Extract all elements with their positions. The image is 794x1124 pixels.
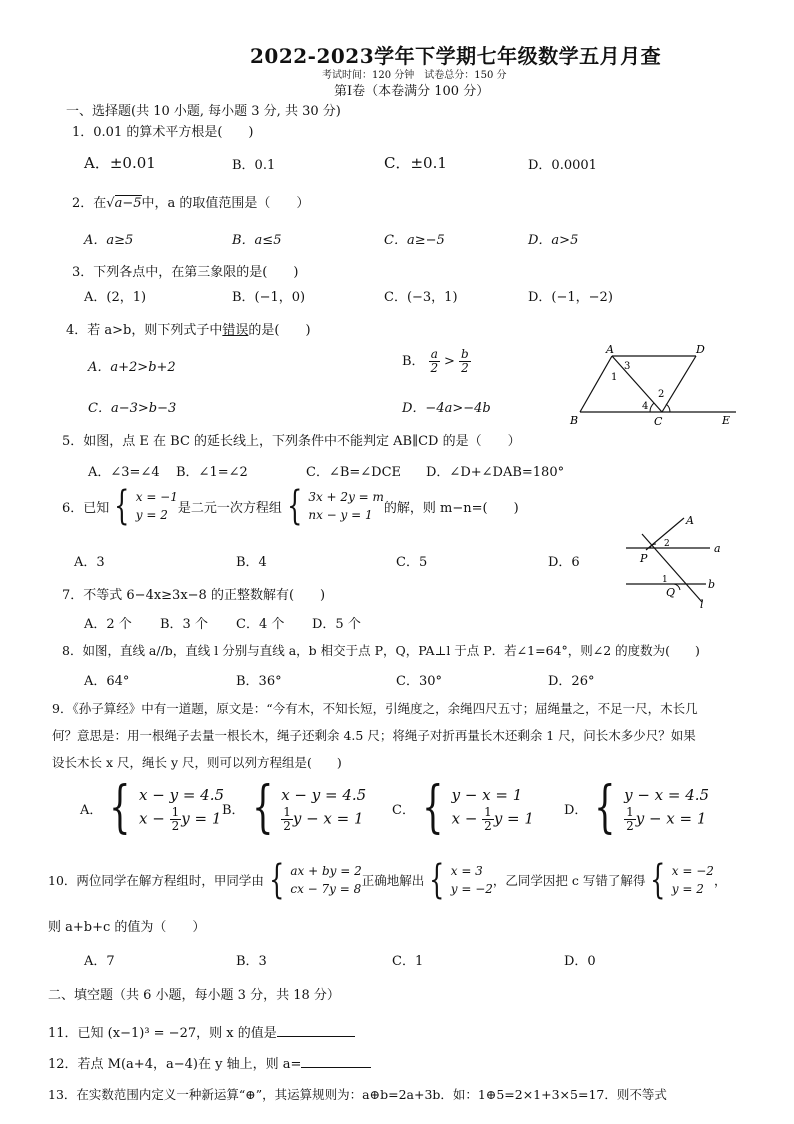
q1-option-d: D．0.0001 [528, 158, 597, 173]
q12-answer-blank[interactable] [301, 1067, 371, 1068]
equation-line-1: ax + by = 2 [290, 864, 362, 878]
equation-term: y = 1 [181, 809, 222, 828]
fraction-numerator: b [461, 347, 469, 361]
equation-line-2 [139, 806, 224, 833]
fraction-numerator: 1 [283, 805, 291, 819]
q1-stem: 1．0.01 的算术平方根是( ) [72, 125, 254, 140]
q11-stem: 11．已知 (x−1)³ = −27，则 x 的值是 [48, 1026, 277, 1041]
fraction-numerator: 1 [484, 805, 492, 819]
volume-title: 第Ⅰ卷（本卷满分 100 分） [334, 84, 490, 99]
brace-symbol: { [429, 857, 445, 903]
q8-stem: 8．如图，直线 a//b，直线 l 分别与直线 a，b 相交于点 P，Q，PA⊥l 于点 P．若∠1=64°，则∠2 的度数为( ) [62, 643, 700, 658]
equation-line-2: nx − y = 1 [308, 508, 373, 522]
q2-option-b: B．a≤5 [232, 233, 282, 248]
fraction-denominator: 2 [171, 819, 180, 833]
parallelogram-figure [566, 342, 750, 432]
fraction-denominator: 2 [283, 819, 291, 833]
point-e-label: E [722, 414, 731, 427]
q4-option-d: D．−4a>−4b [402, 401, 491, 416]
q9-line-2: 何？意思是：用一根绳子去量一根长木，绳子还剩余 4.5 尺；将绳子对折再量长木还剩余 1 尺，问长木多少尺？如果 [52, 728, 696, 743]
equation-line-1: x − y = 4.5 [281, 786, 367, 804]
q7-option-b: B．3 个 [160, 617, 208, 632]
brace-symbol: { [594, 775, 616, 840]
q9-option-d [564, 775, 710, 840]
point-c-label: C [654, 415, 663, 428]
line-a-label: a [714, 542, 721, 555]
q3-option-c: C．(−3，1) [384, 290, 458, 305]
q1-option-a: A．±0.01 [84, 154, 156, 172]
q10-stem-pre: 10．两位同学在解方程组时，甲同学由 [48, 873, 264, 888]
q6-stem-mid: 是二元一次方程组 [177, 500, 282, 516]
brace-symbol: { [650, 857, 666, 903]
q10-option-c: C．1 [392, 954, 424, 969]
q7-stem: 7．不等式 6−4x≥3x−8 的正整数解有( ) [62, 588, 326, 603]
q10-stem-end: ， [713, 873, 727, 888]
q3-stem: 3．下列各点中，在第三象限的是( ) [72, 265, 299, 280]
q9-option-a-system [102, 775, 225, 840]
equation-line-1: y − x = 4.5 [624, 786, 710, 804]
fraction-one-half [281, 806, 293, 833]
q6-stem-post: 的解，则 m−n=( ) [383, 500, 519, 516]
equation-line-2: cx − 7y = 8 [290, 882, 362, 896]
q2-option-d: D．a>5 [528, 233, 579, 248]
q9-option-c-label: C． [392, 803, 415, 818]
sqrt-symbol: √ [106, 196, 115, 211]
q4-option-b-label: B． [402, 354, 425, 369]
parallel-lines-figure [614, 510, 754, 610]
segment-ac [612, 356, 665, 412]
q10-stem-mid-1: 正确地解出 [361, 873, 425, 888]
q5-option-d: D．∠D+∠DAB=180° [426, 465, 565, 480]
point-a-label: A [606, 343, 614, 356]
point-a-label: A [686, 514, 694, 527]
q4-option-c: C．a−3>b−3 [88, 401, 177, 416]
q2-stem-pre: 2．在 [72, 196, 107, 211]
q6-option-c: C．5 [396, 555, 428, 570]
q1-option-c: C．±0.1 [384, 154, 447, 172]
section-2-heading: 二、填空题（共 6 小题，每小题 3 分，共 18 分） [48, 988, 340, 1003]
solution-line-1: x = −1 [135, 490, 178, 504]
exam-info: 考试时间：120 分钟 试卷总分：150 分 [322, 70, 507, 81]
brace-symbol: { [114, 483, 130, 529]
greater-than-sign: > [444, 354, 455, 369]
q7-option-d: D．5 个 [312, 617, 361, 632]
q9-line-1: 9．《孙子算经》中有一道题，原文是：“今有木，不知长短，引绳度之，余绳四尺五寸；屈绳量之，不足一尺，木长几 [52, 701, 698, 716]
q5-stem: 5．如图，点 E 在 BC 的延长线上，下列条件中不能判定 AB∥CD 的是（ ） [62, 434, 521, 449]
q1-option-b: B．0.1 [232, 158, 276, 173]
q6-option-b: B．4 [236, 555, 267, 570]
q5-option-a: A．∠3=∠4 [88, 465, 160, 480]
fraction-numerator: a [430, 347, 438, 361]
q2-stem [72, 192, 309, 211]
q9-option-c [392, 775, 534, 840]
q3-option-a: A．(2，1) [84, 290, 147, 305]
q5-option-b: B．∠1=∠2 [176, 465, 248, 480]
q9-option-c-system [415, 775, 534, 840]
angle-3-label: 3 [624, 361, 631, 372]
q10-wrong-solution-brace [645, 857, 714, 903]
q10-line-2: 则 a+b+c 的值为（ ） [48, 920, 206, 935]
q2-option-c: C．a≥−5 [384, 233, 445, 248]
fraction-one-half [170, 806, 182, 833]
q9-option-a-label: A． [80, 803, 103, 818]
q8-option-b: B．36° [236, 674, 282, 689]
point-p-label: P [640, 552, 648, 565]
fraction-a-over-2 [429, 348, 440, 375]
line-l-label: l [700, 598, 704, 610]
q3-option-d: D．(−1，−2) [528, 290, 613, 305]
q10-stem [48, 857, 727, 903]
q9-option-a [80, 775, 225, 840]
fraction-numerator: 1 [171, 805, 180, 819]
q6-solution-brace [109, 483, 178, 529]
q11-answer-blank[interactable] [277, 1036, 355, 1037]
fraction-numerator: 1 [626, 805, 634, 819]
solution-line-2: y = 2 [135, 508, 168, 522]
equation-line-1: y − x = 1 [451, 786, 523, 804]
q3-option-b: B．(−1，0) [232, 290, 306, 305]
q13-stem: 13．在实数范围内定义一种新运算“⊕”，其运算规则为：a⊕b=2a+3b．如：1⊕5=2×1+3×5=17．则不等式 [48, 1087, 667, 1102]
q6-option-d: D．6 [548, 555, 580, 570]
q5-option-c: C．∠B=∠DCE [306, 465, 402, 480]
q8-option-d: D．26° [548, 674, 595, 689]
equation-term: y − x = 1 [635, 809, 707, 828]
q9-option-d-label: D． [564, 803, 588, 818]
segment-ab [580, 356, 612, 412]
brace-symbol: { [251, 775, 274, 840]
q4-stem-emphasis: 错误 [222, 323, 249, 338]
fraction-denominator: 2 [461, 361, 469, 375]
q9-option-b-label: B． [222, 803, 245, 818]
angle-2-label: 2 [664, 539, 670, 549]
equation-term: y − x = 1 [292, 809, 364, 828]
fraction-one-half [482, 806, 494, 833]
fraction-one-half [624, 806, 636, 833]
angle-1-label: 1 [662, 575, 668, 585]
equation-term: x − [451, 809, 478, 828]
q10-option-d: D．0 [564, 954, 596, 969]
q9-option-d-system [587, 775, 710, 840]
q10-option-a: A．7 [84, 954, 115, 969]
q4-option-b [402, 348, 471, 375]
point-d-label: D [696, 343, 705, 356]
q12 [48, 1053, 371, 1072]
q10-option-b: B．3 [236, 954, 267, 969]
q7-option-c: C．4 个 [236, 617, 285, 632]
brace-symbol: { [269, 857, 285, 903]
q10-solution-brace [424, 857, 493, 903]
q2-radicand: a−5 [114, 196, 142, 211]
q2-stem-post: 中，a 的取值范围是（ ） [141, 196, 310, 211]
equation-line-1: x − y = 4.5 [139, 786, 225, 804]
fraction-denominator: 2 [626, 819, 634, 833]
q6-stem-pre: 6．已知 [62, 500, 110, 516]
equation-term: x − [139, 809, 165, 828]
page-title: 2022-2023学年下学期七年级数学五月月查 [250, 44, 662, 68]
equation-line-2 [452, 806, 534, 833]
q4-stem-post: 的是( ) [248, 323, 311, 338]
q4-stem-pre: 4．若 a>b，则下列式子中 [66, 323, 223, 338]
q4-stem [66, 319, 311, 338]
q6-stem [62, 483, 519, 529]
brace-symbol: { [286, 483, 303, 529]
segment-dc [662, 356, 696, 412]
q8-option-c: C．30° [396, 674, 442, 689]
q9-option-b-system [245, 775, 367, 840]
section-1-heading: 一、选择题(共 10 小题, 每小题 3 分, 共 30 分) [66, 104, 341, 119]
q2-option-a: A．a≥5 [84, 233, 134, 248]
q12-stem: 12．若点 M(a+4，a−4)在 y 轴上，则 a= [48, 1057, 302, 1072]
fraction-b-over-2 [459, 348, 471, 375]
point-q-label: Q [666, 586, 676, 599]
q4-option-a: A．a+2>b+2 [88, 360, 176, 375]
brace-symbol: { [422, 775, 444, 840]
q7-option-a: A．2 个 [84, 617, 132, 632]
q6-option-a: A．3 [74, 555, 105, 570]
q10-system-brace [264, 857, 362, 903]
angle-2-label: 2 [658, 389, 665, 400]
q6-system-brace [282, 483, 384, 529]
solution-line-2: y = 2 [671, 882, 704, 896]
line-b-label: b [708, 578, 716, 591]
equation-line-2 [281, 806, 366, 833]
angle-arc-4 [650, 403, 654, 412]
angle-4-label: 4 [642, 401, 649, 412]
q10-stem-mid-2: ，乙同学因把 c 写错了解得 [492, 873, 646, 888]
equation-line-2 [624, 806, 709, 833]
q11 [48, 1022, 355, 1041]
q9-option-b [222, 775, 367, 840]
brace-symbol: { [109, 775, 131, 840]
solution-line-1: x = −2 [671, 864, 714, 878]
q8-option-a: A．64° [84, 674, 130, 689]
equation-term: y = 1 [493, 809, 534, 828]
angle-1-label: 1 [611, 372, 618, 383]
fraction-denominator: 2 [484, 819, 492, 833]
fraction-denominator: 2 [430, 361, 439, 375]
solution-line-1: x = 3 [450, 864, 483, 878]
q9-line-3: 设长木长 x 尺，绳长 y 尺，则可以列方程组是( ) [52, 755, 342, 770]
solution-line-2: y = −2 [450, 882, 493, 896]
point-b-label: B [570, 414, 579, 427]
equation-line-1: 3x + 2y = m [308, 490, 384, 504]
